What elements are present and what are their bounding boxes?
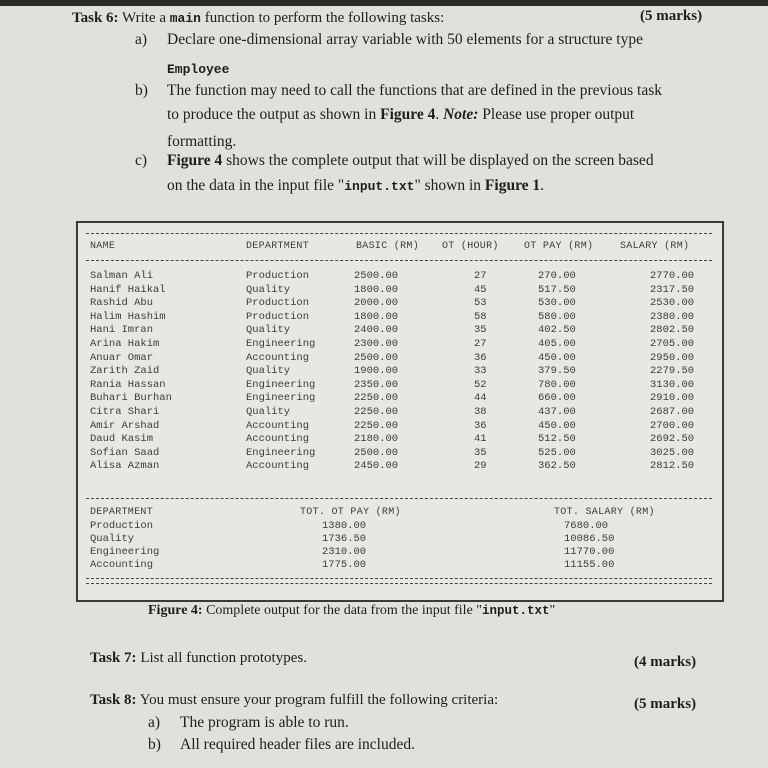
- cell-salary: 2317.50: [650, 283, 695, 296]
- header-basic: BASIC (RM): [356, 241, 420, 252]
- item-letter: a): [148, 714, 161, 731]
- task8-marks: (5 marks): [634, 696, 697, 712]
- note-label: Note:: [443, 106, 479, 123]
- item-c-line-1: [167, 150, 654, 172]
- cell-otpay: 437.00: [538, 406, 576, 418]
- summary-cell-tot-salary: 7680.00: [564, 520, 609, 532]
- cell-ot: 27: [474, 338, 487, 350]
- figure-ref: Figure 4: [380, 106, 436, 123]
- summary-cell-tot-salary: 10086.50: [564, 533, 615, 545]
- header-ot-hour: OT (HOUR): [442, 241, 499, 252]
- summary-cell-dept: Accounting: [90, 559, 154, 571]
- cell-dept: Quality: [246, 283, 291, 296]
- cell-basic: 1900.00: [354, 365, 399, 378]
- cell-basic: 2250.00: [354, 419, 399, 432]
- cell-basic: 2500.00: [354, 270, 399, 282]
- item-b-line-2: [167, 104, 634, 126]
- cell-salary: 2802.50: [650, 324, 695, 337]
- cell-name: Anuar Omar: [90, 351, 154, 364]
- item-letter: a): [135, 31, 148, 48]
- cell-otpay: 780.00: [538, 378, 576, 391]
- cell-otpay: 405.00: [538, 338, 576, 350]
- task6-marks: (5 marks): [640, 8, 703, 24]
- task7-marks: (4 marks): [634, 654, 697, 670]
- item-b-text: to produce the output as shown in: [167, 106, 381, 123]
- cell-ot: 53: [474, 297, 487, 310]
- cell-name: Salman Ali: [90, 270, 154, 282]
- summary-cell-tot-otpay: 2310.00: [322, 546, 367, 558]
- task6-text-1: Write a: [118, 10, 170, 26]
- summary-header-department: DEPARTMENT: [90, 507, 154, 518]
- cell-otpay: 450.00: [538, 351, 576, 364]
- cell-name: Sofian Saad: [90, 446, 160, 459]
- cell-ot: 52: [474, 378, 487, 391]
- item-letter: b): [148, 736, 161, 753]
- item-c-text-pre: on the data in the input file ": [167, 177, 345, 194]
- dashed-divider: [86, 233, 712, 234]
- task8-text: You must ensure your program fulfill the following criteria:: [136, 692, 499, 708]
- item-letter: c): [135, 152, 148, 169]
- cell-salary: 3025.00: [650, 446, 695, 459]
- cell-basic: 2300.00: [354, 338, 399, 350]
- cell-ot: 58: [474, 310, 487, 323]
- summary-header-tot-salary: TOT. SALARY (RM): [554, 507, 655, 518]
- cell-otpay: 379.50: [538, 365, 576, 378]
- cell-name: Amir Arshad: [90, 419, 160, 432]
- cell-name: Halim Hashim: [90, 310, 166, 323]
- cell-ot: 41: [474, 433, 487, 446]
- cell-dept: Accounting: [246, 460, 310, 473]
- task8-heading: [90, 692, 498, 709]
- header-name: NAME: [90, 241, 116, 252]
- cell-ot: 33: [474, 365, 487, 378]
- item-b-line-3: formatting.: [167, 133, 237, 150]
- item-c-text-mid: " shown in: [414, 177, 485, 194]
- caption-label: Figure 4:: [148, 603, 203, 618]
- summary-cell-tot-salary: 11770.00: [564, 546, 615, 558]
- caption-code: input.txt: [482, 604, 550, 618]
- cell-dept: Engineering: [246, 378, 316, 391]
- cell-otpay: 362.50: [538, 460, 576, 473]
- cell-name: Rashid Abu: [90, 297, 154, 310]
- cell-basic: 2000.00: [354, 297, 399, 310]
- figure-ref: Figure 4: [167, 152, 223, 169]
- cell-otpay: 517.50: [538, 283, 576, 296]
- cell-name: Hanif Haikal: [90, 283, 166, 296]
- cell-salary: 2770.00: [650, 270, 695, 282]
- cell-salary: 2687.00: [650, 406, 695, 418]
- cell-otpay: 512.50: [538, 433, 576, 446]
- task6-heading: [72, 10, 444, 27]
- task6-item-c: [135, 150, 735, 200]
- figure4-output-box: [76, 221, 724, 602]
- item-a-code: Employee: [167, 62, 230, 77]
- cell-otpay: 402.50: [538, 324, 576, 337]
- cell-otpay: 530.00: [538, 297, 576, 310]
- summary-cell-tot-otpay: 1736.50: [322, 533, 367, 545]
- summary-cell-tot-salary: 11155.00: [564, 559, 615, 571]
- item-a-text: The program is able to run.: [180, 714, 349, 731]
- cell-dept: Accounting: [246, 433, 310, 446]
- cell-ot: 36: [474, 419, 487, 432]
- dashed-divider: [86, 583, 712, 584]
- cell-dept: Quality: [246, 406, 291, 418]
- cell-name: Rania Hassan: [90, 378, 166, 391]
- caption-text: Complete output for the data from the input file ": [202, 603, 483, 618]
- dashed-divider: [86, 578, 712, 579]
- dashed-divider: [86, 260, 712, 261]
- cell-ot: 35: [474, 446, 487, 459]
- cell-name: Citra Shari: [90, 406, 160, 418]
- cell-ot: 35: [474, 324, 487, 337]
- task8-label: Task 8:: [90, 692, 137, 708]
- cell-name: Alisa Azman: [90, 460, 160, 473]
- item-b-text: All required header files are included.: [180, 736, 415, 753]
- task7-text: List all function prototypes.: [136, 650, 307, 666]
- cell-basic: 1800.00: [354, 283, 399, 296]
- cell-dept: Quality: [246, 324, 291, 337]
- item-a-text: Declare one-dimensional array variable with 50 elements for a structure type: [167, 31, 643, 48]
- cell-ot: 45: [474, 283, 487, 296]
- item-c-line-2: [167, 175, 544, 198]
- summary-cell-dept: Production: [90, 520, 154, 532]
- cell-otpay: 525.00: [538, 446, 576, 459]
- item-b-text-post: Please use proper output: [478, 106, 635, 123]
- cell-name: Arina Hakim: [90, 338, 160, 350]
- cell-basic: 2500.00: [354, 446, 399, 459]
- cell-otpay: 660.00: [538, 392, 576, 405]
- task8-item-a: [148, 712, 648, 734]
- summary-cell-dept: Quality: [90, 533, 135, 545]
- task6-item-b: [135, 80, 735, 150]
- cell-salary: 2950.00: [650, 351, 695, 364]
- cell-basic: 1800.00: [354, 310, 399, 323]
- cell-salary: 2705.00: [650, 338, 695, 350]
- task6-code: main: [169, 11, 201, 26]
- cell-name: Hani Imran: [90, 324, 154, 337]
- figure-ref: Figure 1: [484, 177, 541, 194]
- cell-basic: 2250.00: [354, 406, 399, 418]
- cell-salary: 2812.50: [650, 460, 695, 473]
- cell-dept: Production: [246, 310, 310, 323]
- dashed-divider: [86, 498, 712, 499]
- cell-ot: 38: [474, 406, 487, 418]
- item-b-line-1: The function may need to call the functions that are defined in the previous task: [167, 82, 662, 99]
- cell-basic: 2450.00: [354, 460, 399, 473]
- cell-salary: 2380.00: [650, 310, 695, 323]
- task6-label: Task 6:: [72, 10, 119, 26]
- cell-otpay: 580.00: [538, 310, 576, 323]
- item-c-dot: .: [540, 177, 545, 194]
- cell-salary: 3130.00: [650, 378, 695, 391]
- cell-otpay: 450.00: [538, 419, 576, 432]
- cell-salary: 2700.00: [650, 419, 695, 432]
- item-c-text: shows the complete output that will be displayed on the screen based: [222, 152, 654, 169]
- cell-name: Buhari Burhan: [90, 392, 172, 405]
- cell-salary: 2692.50: [650, 433, 695, 446]
- cell-basic: 2350.00: [354, 378, 399, 391]
- cell-otpay: 270.00: [538, 270, 576, 282]
- cell-dept: Engineering: [246, 392, 316, 405]
- cell-salary: 2910.00: [650, 392, 695, 405]
- summary-cell-tot-otpay: 1775.00: [322, 559, 367, 571]
- caption-end: ": [549, 603, 556, 618]
- task8-item-b: [148, 734, 648, 756]
- cell-dept: Engineering: [246, 338, 316, 350]
- cell-salary: 2530.00: [650, 297, 695, 310]
- input-file-code: input.txt: [344, 179, 415, 194]
- cell-dept: Accounting: [246, 419, 310, 432]
- summary-header-tot-ot-pay: TOT. OT PAY (RM): [300, 507, 401, 518]
- cell-name: Daud Kasim: [90, 433, 154, 446]
- cell-ot: 27: [474, 270, 487, 282]
- cell-dept: Production: [246, 297, 310, 310]
- item-letter: b): [135, 82, 148, 99]
- header-department: DEPARTMENT: [246, 241, 310, 252]
- summary-cell-dept: Engineering: [90, 546, 160, 558]
- cell-dept: Accounting: [246, 351, 310, 364]
- header-salary: SALARY (RM): [620, 241, 690, 252]
- cell-basic: 2500.00: [354, 351, 399, 364]
- cell-name: Zarith Zaid: [90, 365, 160, 378]
- task6-text-2: function to perform the following tasks:: [200, 10, 445, 26]
- cell-ot: 44: [474, 392, 487, 405]
- task7-heading: [90, 650, 307, 667]
- cell-dept: Engineering: [246, 446, 316, 459]
- summary-cell-tot-otpay: 1380.00: [322, 520, 367, 532]
- header-ot-pay: OT PAY (RM): [524, 241, 594, 252]
- cell-basic: 2180.00: [354, 433, 399, 446]
- cell-basic: 2400.00: [354, 324, 399, 337]
- cell-dept: Production: [246, 270, 310, 282]
- cell-dept: Quality: [246, 365, 291, 378]
- top-edge: [0, 0, 768, 6]
- cell-ot: 29: [474, 460, 487, 473]
- cell-basic: 2250.00: [354, 392, 399, 405]
- cell-salary: 2279.50: [650, 365, 695, 378]
- figure4-caption: [148, 603, 555, 619]
- item-b-dot: .: [435, 106, 440, 123]
- task7-label: Task 7:: [90, 650, 137, 666]
- cell-ot: 36: [474, 351, 487, 364]
